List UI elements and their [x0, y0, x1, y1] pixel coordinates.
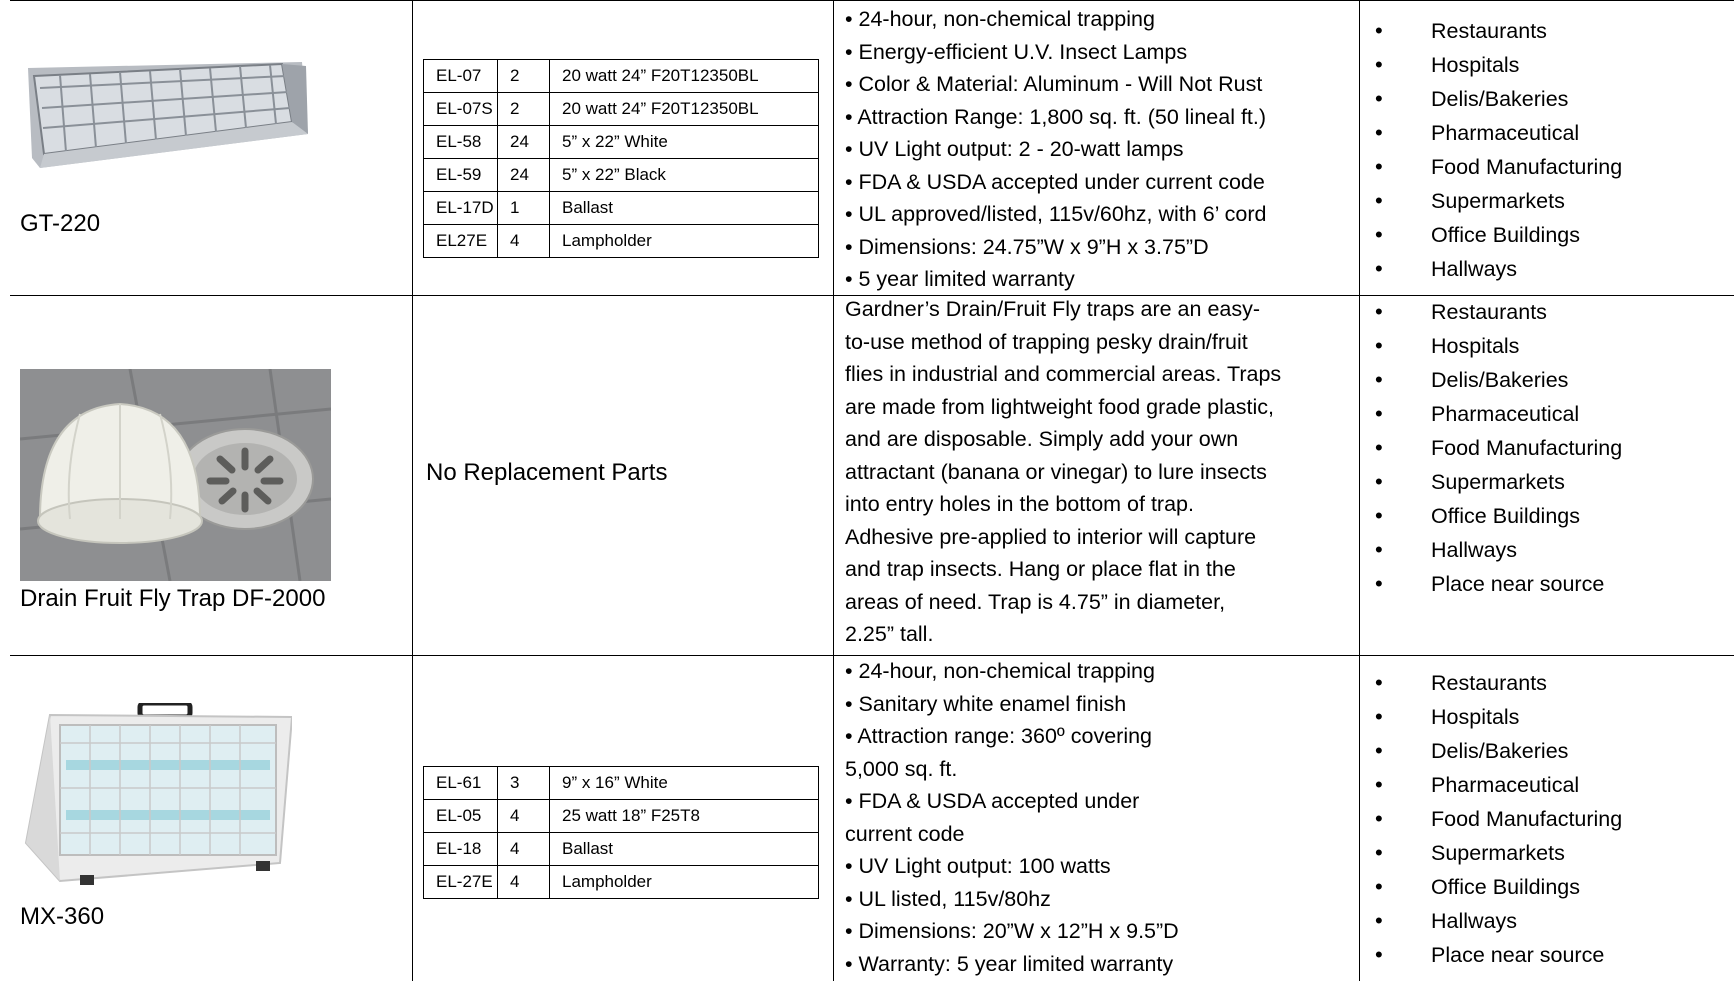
- part-qty: 4: [498, 866, 550, 899]
- uses-cell: [1359, 0, 1734, 295]
- feature-item: • Dimensions: 24.75”W x 9”H x 3.75”D: [845, 234, 1209, 259]
- parts-cell: [412, 655, 833, 981]
- description-text: [845, 293, 1281, 651]
- list-item: • Place near source: [1359, 938, 1622, 972]
- table-row: [424, 767, 819, 800]
- list-item: • Hallways: [1359, 252, 1622, 286]
- feature-item: • Sanitary white enamel finish: [845, 691, 1127, 716]
- list-item: • Hallways: [1359, 904, 1622, 938]
- parts-table: [423, 59, 819, 258]
- product-cell: [10, 295, 412, 655]
- feature-item: • Attraction Range: 1,800 sq. ft. (50 lineal ft.): [845, 104, 1267, 129]
- drain-trap-photo-image: [20, 369, 331, 581]
- part-number: EL-61: [424, 767, 498, 800]
- parts-cell: [412, 295, 833, 655]
- part-number: EL-27E: [424, 866, 498, 899]
- product-name: Drain Fruit Fly Trap DF-2000: [20, 585, 326, 612]
- uses-cell: [1359, 295, 1734, 655]
- part-number: EL-05: [424, 800, 498, 833]
- part-qty: 24: [498, 159, 550, 192]
- list-item: • Pharmaceutical: [1359, 768, 1622, 802]
- part-qty: 24: [498, 126, 550, 159]
- table-row: [424, 225, 819, 258]
- feature-item: current code: [845, 821, 965, 846]
- table-row: [10, 295, 1734, 655]
- features-list: [845, 3, 1365, 296]
- features-list: [845, 655, 1365, 980]
- description-line: and trap insects. Hang or place flat in the: [845, 557, 1236, 581]
- feature-item: • UL listed, 115v/80hz: [845, 886, 1051, 911]
- list-item: • Pharmaceutical: [1359, 397, 1622, 431]
- product-table: [10, 0, 1734, 981]
- description-line: attractant (banana or vinegar) to lure insects: [845, 459, 1267, 484]
- list-item: • Office Buildings: [1359, 499, 1622, 533]
- table-row: [10, 655, 1734, 981]
- part-qty: 4: [498, 800, 550, 833]
- feature-item: • UV Light output: 2 - 20-watt lamps: [845, 137, 1184, 161]
- product-cell: [10, 0, 412, 295]
- feature-item: • Attraction range: 360º covering: [845, 724, 1153, 748]
- list-item: • Restaurants: [1359, 14, 1622, 48]
- feature-item: • Dimensions: 20”W x 12”H x 9.5”D: [845, 919, 1179, 943]
- feature-item: • UL approved/listed, 115v/60hz, with 6’ cord: [845, 202, 1267, 226]
- uses-list: [1359, 295, 1622, 601]
- list-item: • Food Manufacturing: [1359, 802, 1622, 836]
- features-cell: [833, 655, 1359, 981]
- list-item: • Supermarkets: [1359, 836, 1622, 870]
- feature-item: • Warranty: 5 year limited warranty: [845, 951, 1174, 976]
- table-row: [424, 60, 819, 93]
- list-item: • Supermarkets: [1359, 465, 1622, 499]
- list-item: • Delis/Bakeries: [1359, 363, 1622, 397]
- part-description: 5” x 22” White: [550, 126, 819, 159]
- part-qty: 3: [498, 767, 550, 800]
- table-row: [424, 159, 819, 192]
- uses-cell: [1359, 655, 1734, 981]
- part-description: 25 watt 18” F25T8: [550, 800, 819, 833]
- part-number: EL-07S: [424, 93, 498, 126]
- parts-cell: [412, 0, 833, 295]
- no-parts-note: No Replacement Parts: [426, 459, 668, 486]
- feature-item: • 24-hour, non-chemical trapping: [845, 659, 1155, 683]
- bug-zapper-aluminum-image: [20, 58, 310, 168]
- list-item: • Delis/Bakeries: [1359, 82, 1622, 116]
- description-line: Adhesive pre-applied to interior will capture: [845, 524, 1257, 549]
- table-row: [10, 0, 1734, 295]
- description-line: to-use method of trapping pesky drain/fruit: [845, 329, 1248, 354]
- table-row: [424, 192, 819, 225]
- feature-item: • Energy-efficient U.V. Insect Lamps: [845, 39, 1188, 64]
- feature-item: 5,000 sq. ft.: [845, 756, 958, 781]
- part-qty: 2: [498, 93, 550, 126]
- part-number: EL-07: [424, 60, 498, 93]
- part-description: 9” x 16” White: [550, 767, 819, 800]
- part-description: Lampholder: [550, 866, 819, 899]
- list-item: • Supermarkets: [1359, 184, 1622, 218]
- table-row: [424, 866, 819, 899]
- list-item: • Food Manufacturing: [1359, 150, 1622, 184]
- part-description: Ballast: [550, 192, 819, 225]
- uses-list: [1359, 14, 1622, 286]
- list-item: • Restaurants: [1359, 666, 1622, 700]
- list-item: • Pharmaceutical: [1359, 116, 1622, 150]
- list-item: • Restaurants: [1359, 295, 1622, 329]
- list-item: • Place near source: [1359, 567, 1622, 601]
- list-item: • Office Buildings: [1359, 218, 1622, 252]
- description-line: Gardner’s Drain/Fruit Fly traps are an easy-: [845, 297, 1261, 321]
- part-number: EL-18: [424, 833, 498, 866]
- part-qty: 4: [498, 225, 550, 258]
- part-description: 20 watt 24” F20T12350BL: [550, 93, 819, 126]
- part-qty: 4: [498, 833, 550, 866]
- list-item: • Hospitals: [1359, 700, 1622, 734]
- description-line: and are disposable. Simply add your own: [845, 427, 1239, 451]
- description-line: areas of need. Trap is 4.75” in diameter,: [845, 589, 1226, 614]
- list-item: • Hallways: [1359, 533, 1622, 567]
- feature-item: • Color & Material: Aluminum - Will Not Rust: [845, 72, 1263, 96]
- feature-item: • FDA & USDA accepted under current code: [845, 169, 1265, 194]
- list-item: • Hospitals: [1359, 329, 1622, 363]
- product-name: MX-360: [20, 903, 105, 930]
- table-row: [424, 833, 819, 866]
- description-cell: [833, 295, 1359, 655]
- description-line: 2.25” tall.: [845, 622, 934, 646]
- feature-item: • FDA & USDA accepted under: [845, 789, 1140, 813]
- table-row: [424, 126, 819, 159]
- feature-item: • UV Light output: 100 watts: [845, 854, 1111, 878]
- description-line: are made from lightweight food grade plastic,: [845, 394, 1275, 419]
- table-row: [424, 800, 819, 833]
- uses-list: [1359, 666, 1622, 972]
- product-name: GT-220: [20, 210, 101, 237]
- part-description: Ballast: [550, 833, 819, 866]
- part-number: EL27E: [424, 225, 498, 258]
- part-description: Lampholder: [550, 225, 819, 258]
- feature-item: • 5 year limited warranty: [845, 267, 1075, 291]
- part-number: EL-59: [424, 159, 498, 192]
- feature-item: • 24-hour, non-chemical trapping: [845, 7, 1155, 31]
- product-cell: [10, 655, 412, 981]
- table-row: [424, 93, 819, 126]
- list-item: • Hospitals: [1359, 48, 1622, 82]
- part-number: EL-58: [424, 126, 498, 159]
- part-number: EL-17D: [424, 192, 498, 225]
- features-cell: [833, 0, 1359, 295]
- list-item: • Delis/Bakeries: [1359, 734, 1622, 768]
- description-line: into entry holes in the bottom of trap.: [845, 492, 1194, 516]
- list-item: • Food Manufacturing: [1359, 431, 1622, 465]
- portable-insect-trap-image: [20, 703, 292, 893]
- part-description: 20 watt 24” F20T12350BL: [550, 60, 819, 93]
- part-description: 5” x 22” Black: [550, 159, 819, 192]
- description-line: flies in industrial and commercial areas. Traps: [845, 362, 1282, 386]
- part-qty: 2: [498, 60, 550, 93]
- parts-table: [423, 766, 819, 899]
- part-qty: 1: [498, 192, 550, 225]
- list-item: • Office Buildings: [1359, 870, 1622, 904]
